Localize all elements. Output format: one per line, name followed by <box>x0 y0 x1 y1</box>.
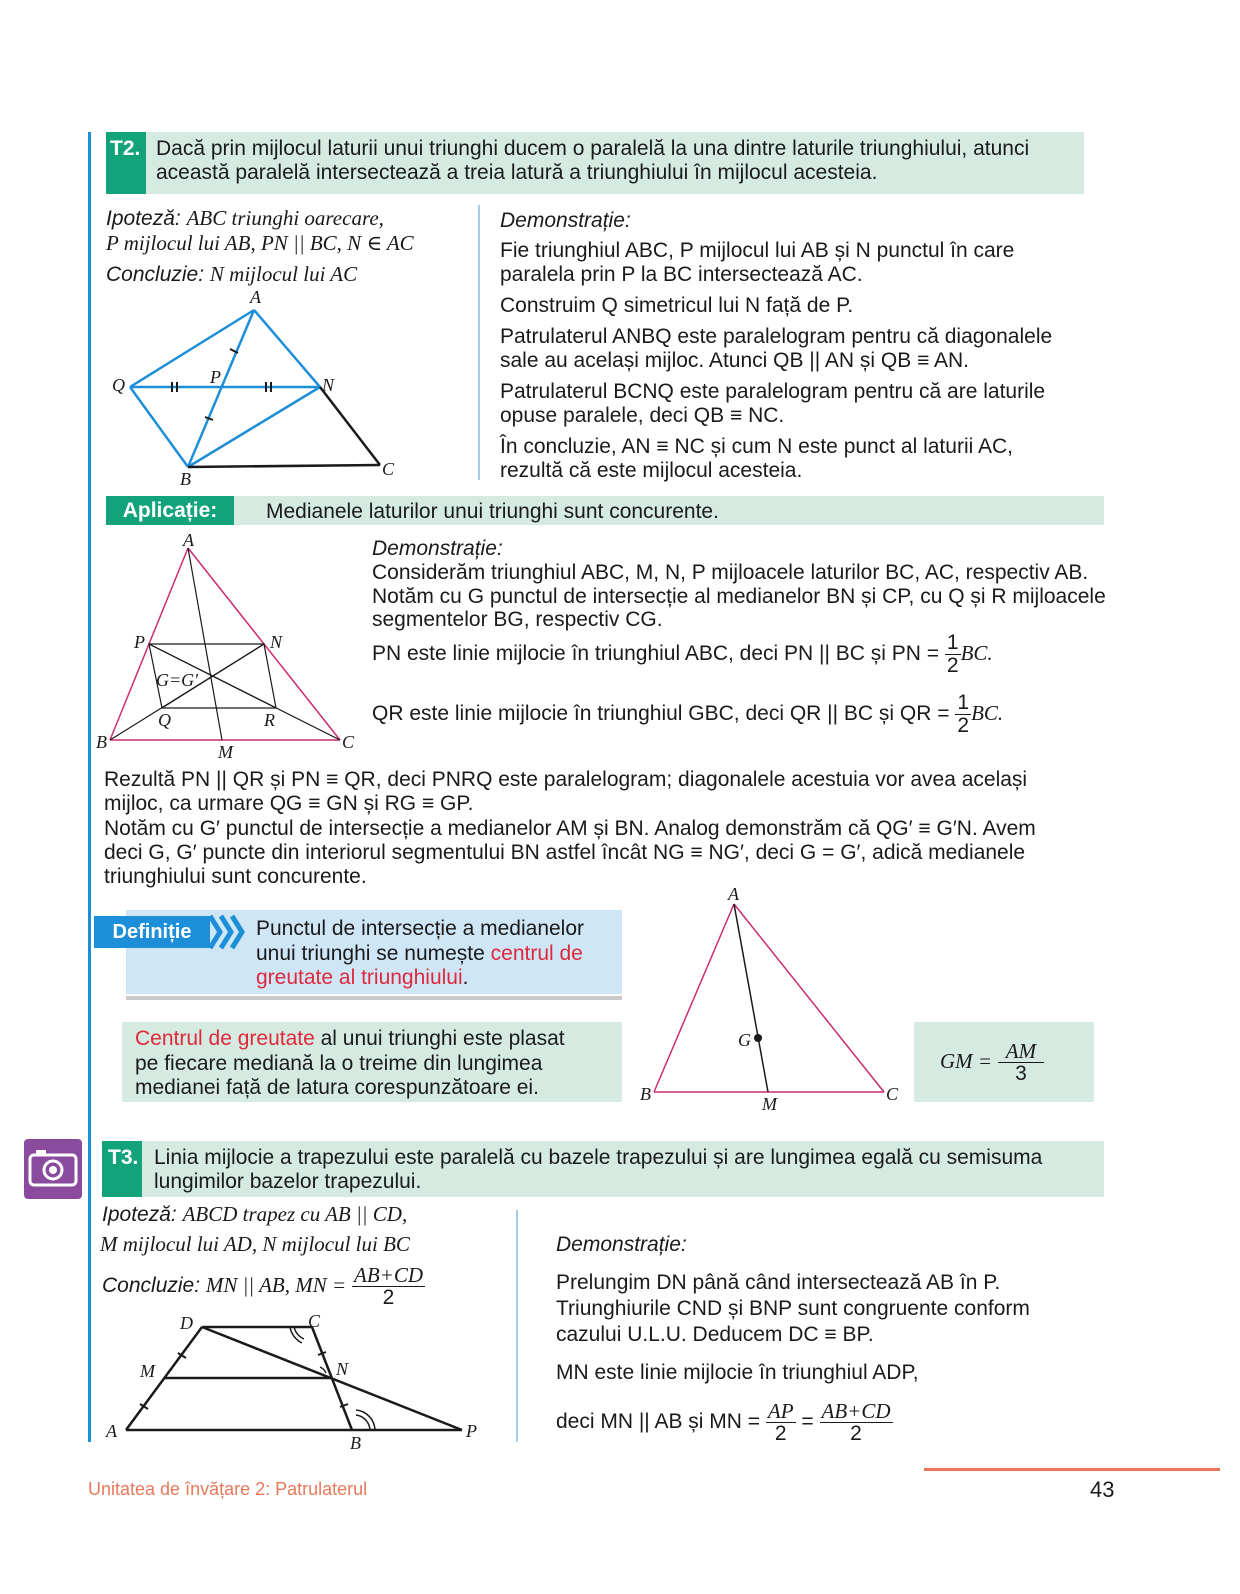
fraction-ab-cd-2: $\frac{AB+CD}{2}$ <box>821 1398 891 1445</box>
t3-conclusion: Concluzie: MN || AB, MN = $\frac{AB+CD}{2}$ <box>102 1262 423 1309</box>
app-statement: Medianele laturilor unui triunghi sunt concurente. <box>266 500 719 523</box>
t2-tag: T2. <box>106 132 146 194</box>
t2-demo-title: Demonstrație: <box>500 209 631 232</box>
app-label-R: R <box>264 710 275 730</box>
t2-statement-line1: Dacă prin mijlocul laturii unui triunghi ducem o paralelă la una dintre laturile triunghiului, atunci <box>156 137 1030 160</box>
t3-label-B: B <box>350 1433 361 1453</box>
t2-label-A: A <box>250 287 261 307</box>
t2-figure-parallelogram <box>108 285 408 490</box>
t3-demo-line: cazului U.L.U. Deducem DC ≡ BP. <box>556 1323 874 1346</box>
t3-hypothesis: Ipoteză: ABCD trapez cu AB || CD, <box>102 1202 408 1226</box>
centroid-label-A: A <box>728 884 739 904</box>
t3-demo-line: Triunghiurile CND și BNP sunt congruente conform <box>556 1297 1030 1320</box>
definition-line2: unui triunghi se numește centrul de <box>256 942 583 965</box>
t3-tag: T3. <box>102 1141 142 1197</box>
t2-demo-line: Fie triunghiul ABC, P mijlocul lui AB și N punctul în care <box>500 239 1015 262</box>
fraction-am-3: $\frac{AM}{3}$ <box>998 1040 1044 1085</box>
t3-label-P: P <box>466 1421 477 1441</box>
app-label-A: A <box>183 530 194 550</box>
t3-statement-line1: Linia mijlocie a trapezului este paralelă cu bazele trapezului și are lungimea egală cu semisuma <box>154 1146 1043 1169</box>
t3-final-equation: deci MN || AB și MN = $\frac{AP}{2}$ = $\frac{AB+CD}{2}$ <box>556 1398 891 1445</box>
app-figure-medians <box>94 530 364 760</box>
app-pn-line: PN este linie mijlocie în triunghiul ABC, deci PN || BC și PN = $\frac{1}{2}$ BC. <box>372 630 993 677</box>
t2-label-Q: Q <box>112 375 125 395</box>
centroid-note-line2: pe fiecare mediană la o treime din lungimea <box>135 1052 543 1075</box>
app-rest-line: triunghiului sunt concurente. <box>104 865 367 888</box>
t2-demo-line: Patrulaterul ANBQ este paralelogram pentru că diagonalele <box>500 325 1053 348</box>
footer-rule <box>924 1468 1220 1471</box>
t3-divider <box>516 1210 518 1442</box>
fraction-ab-cd-2: $\frac{AB+CD}{2}$ <box>354 1262 423 1309</box>
t2-demo-line: sale au același mijloc. Atunci QB || AN și QB ≡ AN. <box>500 349 970 372</box>
app-qr-line: QR este linie mijlocie în triunghiul GBC, deci QR || BC și QR = $\frac{1}{2}$ BC. <box>372 690 1004 737</box>
definition-shadow <box>126 996 622 1000</box>
footer-unit-title: Unitatea de învățare 2: Patrulaterul <box>88 1479 368 1499</box>
app-rest-line: deci G, G′ puncte din interiorul segmentului BN astfel încât NG ≡ NG′, deci G = G′, adică medianele <box>104 841 1026 864</box>
app-label-G: G=G′ <box>156 670 199 690</box>
centroid-label-G: G <box>738 1030 751 1050</box>
t3-mn-line: MN este linie mijlocie în triunghiul ADP, <box>556 1361 919 1384</box>
t2-demo-line: paralela prin P la BC intersectează AC. <box>500 263 863 286</box>
t3-label-A: A <box>106 1421 117 1441</box>
t3-hypothesis-line2: M mijlocul lui AD, N mijlocul lui BC <box>100 1232 410 1256</box>
app-demo-line: Notăm cu G punctul de intersecție al medianelor BN și CP, cu Q și R mijloacele <box>372 585 1106 608</box>
app-demo-line: segmentelor BG, respectiv CG. <box>372 608 663 631</box>
t2-demo-line: Construim Q simetricul lui N față de P. <box>500 294 854 317</box>
app-label-B: B <box>96 732 107 752</box>
t2-label-C: C <box>382 459 395 479</box>
centroid-note-line3: medianei față de latura corespunzătoare ei. <box>135 1076 539 1099</box>
app-tag: Aplicație: <box>106 496 234 525</box>
centroid-label-M: M <box>762 1094 777 1114</box>
app-label-C: C <box>342 732 355 752</box>
fraction-one-half: $\frac{1}{2}$ <box>957 690 970 737</box>
left-rule <box>88 132 91 1442</box>
t2-statement-line2: această paralelă intersectează a treia latură a triunghiului în mijlocul acesteia. <box>156 161 878 184</box>
t3-label-D: D <box>180 1313 193 1333</box>
t2-demo-line: opuse paralele, deci QB ≡ NC. <box>500 404 785 427</box>
chevrons-icon <box>208 914 246 950</box>
t2-conclusion: Concluzie: N mijlocul lui AC <box>106 262 358 286</box>
camera-icon[interactable] <box>24 1139 82 1199</box>
definition-line1: Punctul de intersecție a medianelor <box>256 917 585 940</box>
t2-hypothesis: Ipoteză: ABC triunghi oarecare, <box>106 206 384 230</box>
t2-label-N: N <box>322 375 335 395</box>
t3-statement-line2: lungimilor bazelor trapezului. <box>154 1170 422 1193</box>
t3-label-M: M <box>140 1361 155 1381</box>
app-rest-line: Rezultă PN || QR și PN ≡ QR, deci PNRQ este paralelogram; diagonalele acestuia vor avea același <box>104 768 1028 791</box>
app-label-Q: Q <box>158 710 171 730</box>
centroid-label-C: C <box>886 1084 899 1104</box>
t3-label-C: C <box>308 1311 321 1331</box>
fraction-one-half: $\frac{1}{2}$ <box>946 630 959 677</box>
app-label-P: P <box>134 632 145 652</box>
centroid-figure <box>636 884 906 1116</box>
t3-demo-title: Demonstrație: <box>556 1233 687 1256</box>
fraction-ap-2: $\frac{AP}{2}$ <box>767 1398 794 1445</box>
t3-demo-line: Prelungim DN până când intersectează AB în P. <box>556 1271 1001 1294</box>
t2-demo-line: În concluzie, AN ≡ NC și cum N este punct al laturii AC, <box>500 435 1013 458</box>
definition-tag: Definiție <box>94 916 210 948</box>
t2-demo-line: rezultă că este mijlocul acesteia. <box>500 459 803 482</box>
t2-hypothesis-line2: P mijlocul lui AB, PN || BC, N ∈ AC <box>106 231 414 255</box>
app-demo-title: Demonstrație: <box>372 537 503 560</box>
camera-glyph-icon <box>24 1139 82 1199</box>
app-rest-line: Notăm cu G′ punctul de intersecție a medianelor AM și BN. Analog demonstrăm că QG′ ≡ G′N. Avem <box>104 817 1036 840</box>
t2-label-B: B <box>180 469 191 489</box>
t3-label-N: N <box>336 1359 349 1379</box>
centroid-note-line1: Centrul de greutate al unui triunghi este plasat <box>135 1027 565 1050</box>
definition-line3: greutate al triunghiului. <box>256 966 469 989</box>
t2-label-P: P <box>210 367 221 387</box>
app-rest-line: mijloc, ca urmare QG ≡ GN și RG ≡ GP. <box>104 792 474 815</box>
t3-figure-trapezoid <box>100 1305 500 1455</box>
t2-divider <box>478 205 480 480</box>
centroid-label-B: B <box>640 1084 651 1104</box>
gm-formula: GM = $\frac{AM}{3}$ <box>940 1036 1044 1087</box>
app-demo-line: Considerăm triunghiul ABC, M, N, P mijloacele laturilor BC, AC, respectiv AB. <box>372 561 1089 584</box>
app-label-M: M <box>218 742 233 760</box>
page-number: 43 <box>1090 1477 1115 1502</box>
t2-demo-line: Patrulaterul BCNQ este paralelogram pentru că are laturile <box>500 380 1046 403</box>
app-label-N: N <box>270 632 283 652</box>
